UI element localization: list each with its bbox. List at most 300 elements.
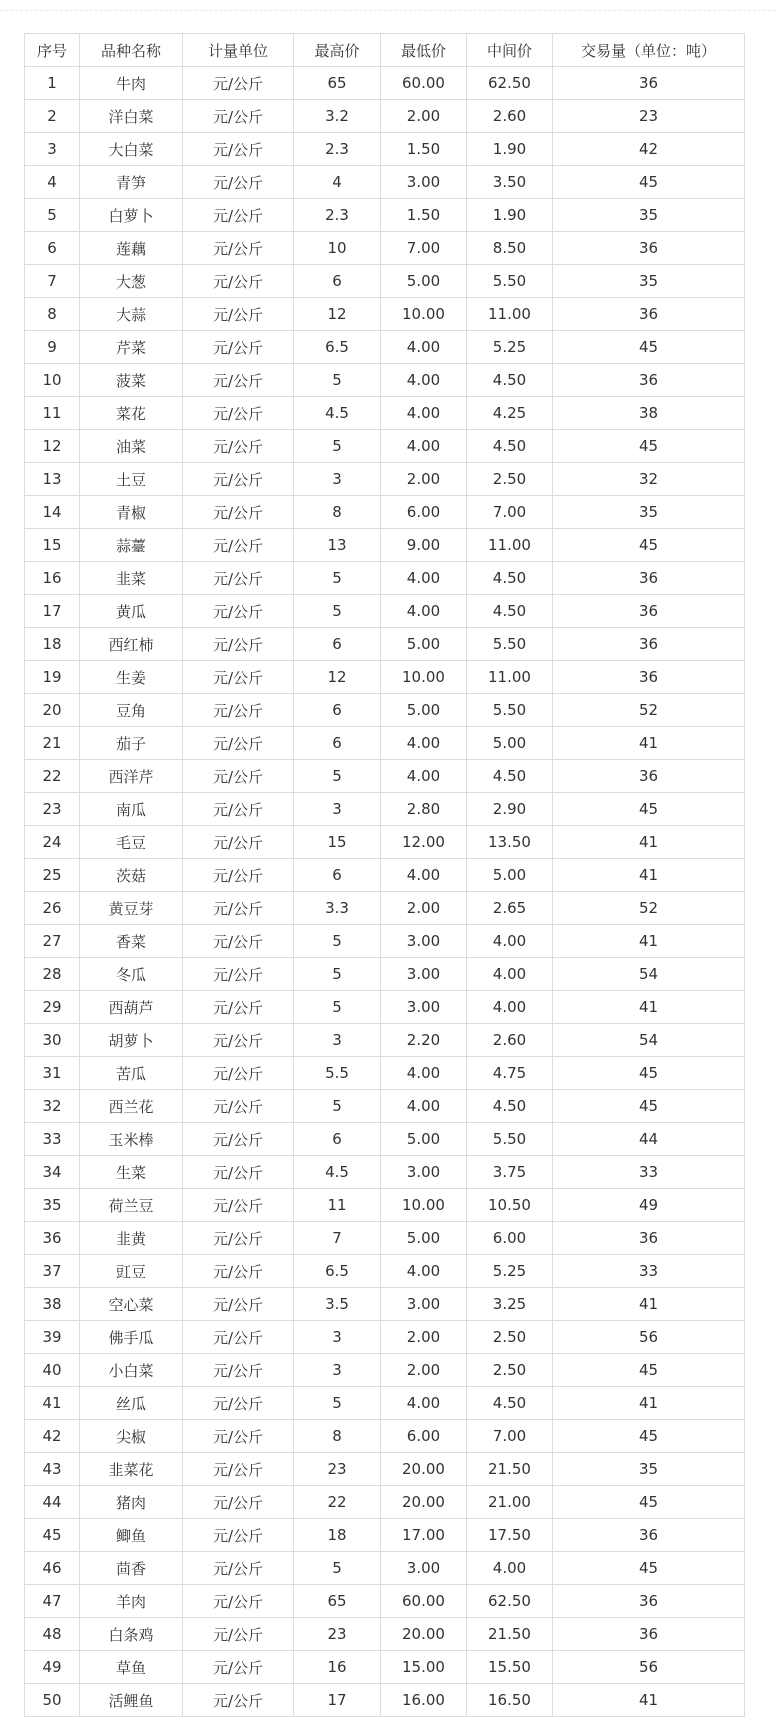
cell-unit: 元/公斤 [183,892,294,925]
cell-mid-price: 1.90 [467,133,553,166]
cell-volume: 49 [553,1189,745,1222]
cell-index: 33 [25,1123,80,1156]
cell-volume: 52 [553,694,745,727]
cell-max-price: 5 [294,958,381,991]
cell-variety-name: 玉米棒 [80,1123,183,1156]
cell-unit: 元/公斤 [183,166,294,199]
cell-index: 46 [25,1552,80,1585]
cell-mid-price: 4.50 [467,760,553,793]
cell-max-price: 5 [294,1552,381,1585]
cell-unit: 元/公斤 [183,1090,294,1123]
cell-unit: 元/公斤 [183,331,294,364]
cell-volume: 38 [553,397,745,430]
cell-mid-price: 6.00 [467,1222,553,1255]
cell-mid-price: 5.50 [467,694,553,727]
cell-variety-name: 毛豆 [80,826,183,859]
cell-volume: 23 [553,100,745,133]
cell-mid-price: 2.50 [467,1321,553,1354]
cell-min-price: 1.50 [381,133,467,166]
cell-index: 28 [25,958,80,991]
cell-index: 45 [25,1519,80,1552]
cell-volume: 41 [553,826,745,859]
table-row [25,1189,745,1222]
cell-index: 9 [25,331,80,364]
cell-unit: 元/公斤 [183,496,294,529]
cell-volume: 52 [553,892,745,925]
cell-min-price: 2.00 [381,892,467,925]
cell-unit: 元/公斤 [183,1420,294,1453]
cell-min-price: 6.00 [381,496,467,529]
cell-unit: 元/公斤 [183,1519,294,1552]
cell-max-price: 2.3 [294,199,381,232]
cell-variety-name: 大白菜 [80,133,183,166]
cell-volume: 36 [553,1618,745,1651]
cell-min-price: 60.00 [381,1585,467,1618]
cell-max-price: 5 [294,595,381,628]
cell-max-price: 17 [294,1684,381,1717]
cell-volume: 42 [553,133,745,166]
cell-mid-price: 4.75 [467,1057,553,1090]
cell-mid-price: 4.00 [467,991,553,1024]
cell-volume: 41 [553,991,745,1024]
cell-variety-name: 胡萝卜 [80,1024,183,1057]
cell-unit: 元/公斤 [183,1684,294,1717]
cell-index: 35 [25,1189,80,1222]
cell-mid-price: 5.00 [467,727,553,760]
cell-max-price: 6.5 [294,1255,381,1288]
cell-volume: 36 [553,628,745,661]
cell-min-price: 15.00 [381,1651,467,1684]
header-min-price: 最低价 [381,34,467,67]
cell-max-price: 6 [294,694,381,727]
cell-variety-name: 莲藕 [80,232,183,265]
cell-mid-price: 62.50 [467,67,553,100]
cell-min-price: 16.00 [381,1684,467,1717]
cell-variety-name: 西红柿 [80,628,183,661]
cell-max-price: 5.5 [294,1057,381,1090]
table-row [25,1321,745,1354]
cell-variety-name: 南瓜 [80,793,183,826]
cell-max-price: 6.5 [294,331,381,364]
cell-min-price: 4.00 [381,430,467,463]
cell-max-price: 4.5 [294,397,381,430]
cell-variety-name: 荷兰豆 [80,1189,183,1222]
cell-volume: 41 [553,1288,745,1321]
cell-volume: 45 [553,430,745,463]
cell-mid-price: 5.50 [467,628,553,661]
cell-mid-price: 5.25 [467,331,553,364]
cell-min-price: 4.00 [381,562,467,595]
cell-max-price: 3 [294,1024,381,1057]
cell-variety-name: 尖椒 [80,1420,183,1453]
cell-min-price: 2.00 [381,463,467,496]
cell-index: 20 [25,694,80,727]
cell-variety-name: 韭菜花 [80,1453,183,1486]
cell-min-price: 4.00 [381,1057,467,1090]
cell-unit: 元/公斤 [183,232,294,265]
cell-mid-price: 1.90 [467,199,553,232]
table-row [25,166,745,199]
cell-variety-name: 韭菜 [80,562,183,595]
table-row [25,199,745,232]
cell-max-price: 12 [294,298,381,331]
table-row [25,595,745,628]
cell-min-price: 10.00 [381,1189,467,1222]
cell-volume: 41 [553,1387,745,1420]
cell-mid-price: 16.50 [467,1684,553,1717]
cell-volume: 41 [553,727,745,760]
cell-unit: 元/公斤 [183,529,294,562]
cell-mid-price: 4.25 [467,397,553,430]
cell-mid-price: 21.50 [467,1618,553,1651]
cell-mid-price: 8.50 [467,232,553,265]
cell-unit: 元/公斤 [183,430,294,463]
table-row [25,1486,745,1519]
table-row [25,1651,745,1684]
cell-mid-price: 4.50 [467,562,553,595]
cell-min-price: 2.80 [381,793,467,826]
cell-variety-name: 蒜薹 [80,529,183,562]
cell-mid-price: 2.65 [467,892,553,925]
cell-max-price: 3.5 [294,1288,381,1321]
cell-max-price: 6 [294,265,381,298]
header-max-price: 最高价 [294,34,381,67]
cell-min-price: 3.00 [381,925,467,958]
cell-variety-name: 白萝卜 [80,199,183,232]
cell-max-price: 3 [294,1354,381,1387]
cell-volume: 33 [553,1156,745,1189]
cell-volume: 41 [553,1684,745,1717]
cell-volume: 36 [553,1585,745,1618]
cell-max-price: 4 [294,166,381,199]
cell-unit: 元/公斤 [183,562,294,595]
cell-unit: 元/公斤 [183,463,294,496]
cell-variety-name: 空心菜 [80,1288,183,1321]
cell-min-price: 4.00 [381,727,467,760]
cell-volume: 45 [553,1090,745,1123]
cell-mid-price: 15.50 [467,1651,553,1684]
cell-mid-price: 4.00 [467,958,553,991]
cell-volume: 36 [553,595,745,628]
cell-min-price: 20.00 [381,1453,467,1486]
table-row [25,1387,745,1420]
cell-index: 34 [25,1156,80,1189]
cell-volume: 56 [553,1321,745,1354]
cell-volume: 54 [553,958,745,991]
cell-volume: 41 [553,925,745,958]
cell-index: 13 [25,463,80,496]
cell-min-price: 60.00 [381,67,467,100]
cell-unit: 元/公斤 [183,1057,294,1090]
table-row [25,397,745,430]
cell-unit: 元/公斤 [183,1651,294,1684]
table-row [25,793,745,826]
table-row [25,925,745,958]
table-row [25,1453,745,1486]
table-row [25,958,745,991]
cell-min-price: 9.00 [381,529,467,562]
cell-index: 37 [25,1255,80,1288]
table-row [25,628,745,661]
table-row [25,859,745,892]
cell-mid-price: 11.00 [467,529,553,562]
cell-min-price: 5.00 [381,628,467,661]
cell-index: 49 [25,1651,80,1684]
cell-unit: 元/公斤 [183,100,294,133]
table-row [25,529,745,562]
cell-max-price: 8 [294,496,381,529]
cell-max-price: 5 [294,562,381,595]
cell-index: 22 [25,760,80,793]
cell-variety-name: 韭黄 [80,1222,183,1255]
cell-index: 40 [25,1354,80,1387]
cell-unit: 元/公斤 [183,1585,294,1618]
cell-max-price: 23 [294,1453,381,1486]
table-row [25,562,745,595]
cell-variety-name: 洋白菜 [80,100,183,133]
table-row [25,100,745,133]
cell-min-price: 2.00 [381,1354,467,1387]
cell-index: 14 [25,496,80,529]
cell-index: 39 [25,1321,80,1354]
cell-unit: 元/公斤 [183,694,294,727]
cell-min-price: 2.00 [381,1321,467,1354]
cell-unit: 元/公斤 [183,727,294,760]
table-row [25,694,745,727]
table-row [25,892,745,925]
cell-volume: 56 [553,1651,745,1684]
cell-variety-name: 小白菜 [80,1354,183,1387]
cell-volume: 36 [553,562,745,595]
cell-unit: 元/公斤 [183,298,294,331]
header-row [25,34,745,67]
cell-index: 38 [25,1288,80,1321]
cell-index: 42 [25,1420,80,1453]
cell-volume: 36 [553,364,745,397]
cell-unit: 元/公斤 [183,67,294,100]
price-table [24,33,745,1717]
cell-mid-price: 62.50 [467,1585,553,1618]
cell-variety-name: 大蒜 [80,298,183,331]
cell-variety-name: 芹菜 [80,331,183,364]
table-body [25,67,745,1717]
cell-variety-name: 佛手瓜 [80,1321,183,1354]
cell-index: 19 [25,661,80,694]
cell-variety-name: 冬瓜 [80,958,183,991]
cell-min-price: 4.00 [381,1255,467,1288]
cell-max-price: 16 [294,1651,381,1684]
cell-max-price: 5 [294,430,381,463]
cell-unit: 元/公斤 [183,397,294,430]
cell-max-price: 8 [294,1420,381,1453]
cell-mid-price: 11.00 [467,661,553,694]
cell-variety-name: 土豆 [80,463,183,496]
cell-variety-name: 鲫鱼 [80,1519,183,1552]
cell-variety-name: 猪肉 [80,1486,183,1519]
cell-mid-price: 5.25 [467,1255,553,1288]
cell-min-price: 1.50 [381,199,467,232]
cell-min-price: 4.00 [381,595,467,628]
cell-variety-name: 黄瓜 [80,595,183,628]
cell-index: 5 [25,199,80,232]
cell-volume: 36 [553,67,745,100]
cell-variety-name: 活鲤鱼 [80,1684,183,1717]
cell-mid-price: 21.00 [467,1486,553,1519]
cell-mid-price: 2.50 [467,463,553,496]
cell-unit: 元/公斤 [183,859,294,892]
cell-volume: 35 [553,199,745,232]
cell-max-price: 5 [294,1387,381,1420]
cell-min-price: 17.00 [381,1519,467,1552]
cell-min-price: 10.00 [381,298,467,331]
cell-volume: 45 [553,331,745,364]
cell-mid-price: 4.50 [467,1387,553,1420]
cell-max-price: 15 [294,826,381,859]
cell-min-price: 3.00 [381,1288,467,1321]
cell-volume: 44 [553,1123,745,1156]
cell-max-price: 5 [294,364,381,397]
cell-max-price: 6 [294,1123,381,1156]
cell-index: 21 [25,727,80,760]
cell-unit: 元/公斤 [183,1189,294,1222]
cell-mid-price: 17.50 [467,1519,553,1552]
cell-volume: 36 [553,1222,745,1255]
cell-variety-name: 香菜 [80,925,183,958]
cell-index: 50 [25,1684,80,1717]
cell-max-price: 6 [294,727,381,760]
cell-max-price: 4.5 [294,1156,381,1189]
cell-mid-price: 2.60 [467,1024,553,1057]
cell-unit: 元/公斤 [183,364,294,397]
cell-unit: 元/公斤 [183,1387,294,1420]
cell-mid-price: 5.50 [467,1123,553,1156]
cell-volume: 45 [553,1420,745,1453]
cell-max-price: 3 [294,1321,381,1354]
cell-min-price: 4.00 [381,859,467,892]
table-row [25,364,745,397]
cell-index: 24 [25,826,80,859]
cell-index: 43 [25,1453,80,1486]
cell-unit: 元/公斤 [183,661,294,694]
cell-max-price: 6 [294,628,381,661]
cell-unit: 元/公斤 [183,199,294,232]
table-row [25,1156,745,1189]
cell-min-price: 3.00 [381,166,467,199]
cell-mid-price: 4.00 [467,925,553,958]
header-volume: 交易量（单位：吨） [553,34,745,67]
cell-volume: 45 [553,1486,745,1519]
table-row [25,991,745,1024]
cell-variety-name: 青笋 [80,166,183,199]
cell-index: 31 [25,1057,80,1090]
cell-index: 17 [25,595,80,628]
header-variety-name: 品种名称 [80,34,183,67]
cell-mid-price: 10.50 [467,1189,553,1222]
cell-min-price: 5.00 [381,265,467,298]
table-row [25,463,745,496]
cell-min-price: 4.00 [381,331,467,364]
cell-variety-name: 菠菜 [80,364,183,397]
cell-min-price: 4.00 [381,1387,467,1420]
table-row [25,496,745,529]
cell-unit: 元/公斤 [183,958,294,991]
cell-variety-name: 豇豆 [80,1255,183,1288]
cell-max-price: 3 [294,463,381,496]
cell-mid-price: 2.90 [467,793,553,826]
cell-min-price: 20.00 [381,1486,467,1519]
table-row [25,1222,745,1255]
cell-mid-price: 5.00 [467,859,553,892]
cell-min-price: 2.20 [381,1024,467,1057]
cell-variety-name: 西葫芦 [80,991,183,1024]
cell-index: 29 [25,991,80,1024]
table-row [25,1024,745,1057]
cell-max-price: 5 [294,760,381,793]
table-row [25,430,745,463]
cell-index: 41 [25,1387,80,1420]
cell-unit: 元/公斤 [183,1321,294,1354]
cell-unit: 元/公斤 [183,628,294,661]
cell-min-price: 5.00 [381,1222,467,1255]
cell-min-price: 6.00 [381,1420,467,1453]
cell-unit: 元/公斤 [183,1255,294,1288]
table-row [25,1255,745,1288]
cell-volume: 45 [553,793,745,826]
cell-mid-price: 7.00 [467,1420,553,1453]
cell-index: 15 [25,529,80,562]
cell-min-price: 3.00 [381,958,467,991]
cell-mid-price: 4.00 [467,1552,553,1585]
cell-volume: 35 [553,265,745,298]
cell-unit: 元/公斤 [183,265,294,298]
cell-variety-name: 西洋芹 [80,760,183,793]
cell-volume: 45 [553,529,745,562]
table-row [25,760,745,793]
cell-variety-name: 丝瓜 [80,1387,183,1420]
cell-max-price: 11 [294,1189,381,1222]
cell-mid-price: 3.25 [467,1288,553,1321]
cell-index: 16 [25,562,80,595]
cell-min-price: 3.00 [381,1156,467,1189]
cell-variety-name: 草鱼 [80,1651,183,1684]
cell-volume: 36 [553,298,745,331]
table-row [25,1519,745,1552]
cell-variety-name: 生姜 [80,661,183,694]
cell-max-price: 5 [294,1090,381,1123]
cell-variety-name: 苦瓜 [80,1057,183,1090]
cell-volume: 45 [553,1354,745,1387]
cell-unit: 元/公斤 [183,133,294,166]
cell-index: 23 [25,793,80,826]
cell-index: 8 [25,298,80,331]
cell-mid-price: 4.50 [467,595,553,628]
cell-volume: 45 [553,1552,745,1585]
cell-variety-name: 牛肉 [80,67,183,100]
cell-variety-name: 西兰花 [80,1090,183,1123]
cell-max-price: 10 [294,232,381,265]
cell-min-price: 10.00 [381,661,467,694]
cell-mid-price: 4.50 [467,364,553,397]
cell-min-price: 3.00 [381,991,467,1024]
cell-volume: 36 [553,661,745,694]
cell-min-price: 2.00 [381,100,467,133]
cell-mid-price: 2.60 [467,100,553,133]
cell-variety-name: 油菜 [80,430,183,463]
cell-max-price: 23 [294,1618,381,1651]
cell-unit: 元/公斤 [183,760,294,793]
table-row [25,1354,745,1387]
cell-min-price: 12.00 [381,826,467,859]
